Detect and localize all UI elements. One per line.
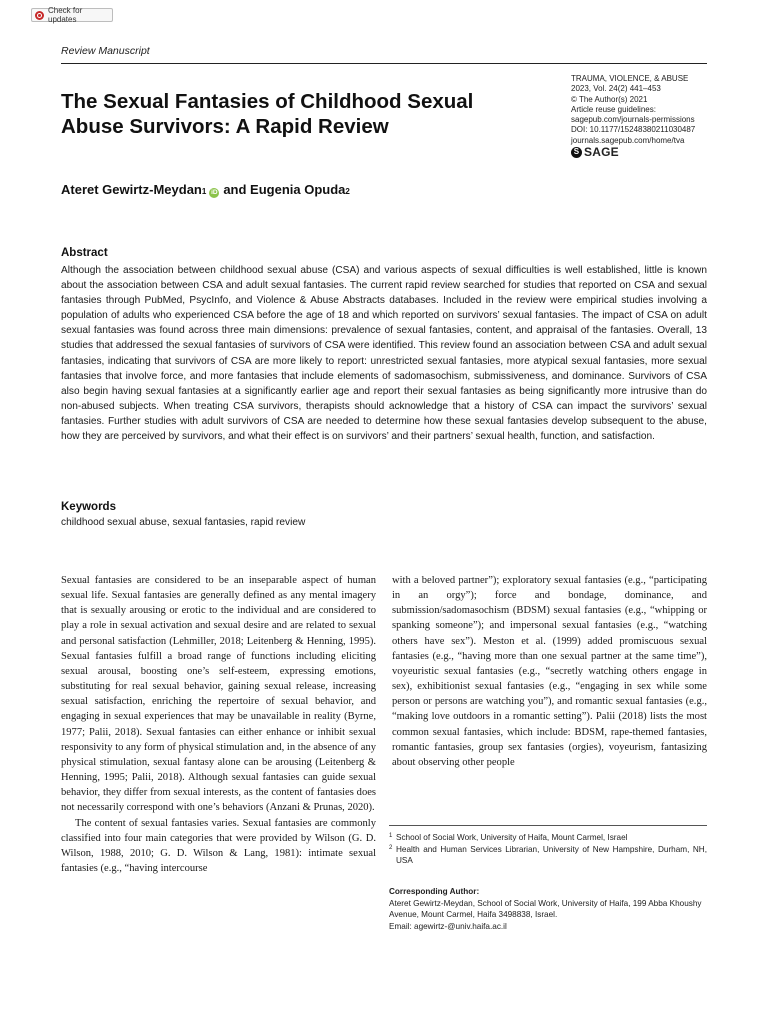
manuscript-type: Review Manuscript	[61, 45, 150, 57]
corresponding-author	[389, 886, 707, 932]
crossmark-icon	[35, 11, 44, 20]
affiliations	[389, 832, 707, 867]
journal-permissions-link[interactable]: sagepub.com/journals-permissions	[571, 115, 695, 125]
journal-copyright: © The Author(s) 2021	[571, 94, 648, 104]
sage-mark-icon: S	[571, 147, 582, 158]
journal-name: TRAUMA, VIOLENCE, & ABUSE	[571, 74, 689, 83]
body-paragraph: The content of sexual fantasies varies. Sexual fantasies are commonly classified into four main categories that were provided by Wilson (G. D. Wilson, 1988, 2010; G. D. Wilson & Lang, 1981): intimate sexual fantasies (e.g., “having intercourse	[61, 817, 376, 874]
journal-reuse-label: Article reuse guidelines:	[571, 104, 656, 114]
body-column-left	[61, 573, 376, 876]
article-title: The Sexual Fantasies of Childhood Sexual Abuse Survivors: A Rapid Review	[61, 90, 474, 138]
check-for-updates-label: Check for updates	[48, 6, 83, 24]
affiliation-text: Health and Human Services Librarian, University of New Hampshire, Durham, NH, USA	[396, 844, 707, 865]
body-paragraph: with a beloved partner”); exploratory sexual fantasies (e.g., “participating in an orgy”); force and bondage, dominance, and submission/sadomasochism (BDSM) sexual fantasies (e.g., “whipping or spanking someone”); and impersonal sexual fantasies (e.g., “watching others have sex”). Meston et al. (1999) added promiscuous sexual fantasies (e.g., “having more than one sexual partner at the same time”), voyeuristic sexual fantasies (e.g., “secretly watching others engage in sex), exhibitionist sexual fantasies (e.g., “engaging in sex while some person or persons are watching you”), and romantic sexual fantasies (e.g., “making love outdoors in a romantic setting”). Palii (2018) lists the most common sexual fantasies, which include: BDSM, rape-themed fantasies, romantic fantasies, group sex fantasies (orgies), voyeurism, fantasizing about observing other people	[392, 575, 707, 768]
affiliation-item	[389, 832, 707, 844]
affiliation-item	[389, 844, 707, 867]
journal-volume: 2023, Vol. 24(2) 441–453	[571, 84, 661, 94]
author-list: Ateret Gewirtz-Meydan 1 iD and Eugenia Opuda 2	[61, 182, 350, 197]
corresponding-heading: Corresponding Author:	[389, 887, 480, 896]
journal-home-link[interactable]: journals.sagepub.com/home/tva	[571, 135, 685, 145]
sage-logo-text: SAGE	[584, 145, 619, 160]
sage-logo	[571, 147, 695, 158]
affiliation-text: School of Social Work, University of Haifa, Mount Carmel, Israel	[396, 833, 628, 842]
check-for-updates-button[interactable]	[31, 8, 113, 22]
author-name: and Eugenia Opuda	[223, 182, 346, 197]
orcid-icon[interactable]: iD	[211, 189, 218, 196]
corresponding-email[interactable]: Email: agewirtz-@univ.haifa.ac.il	[389, 921, 507, 931]
footnote-divider	[389, 825, 707, 826]
journal-info	[571, 74, 695, 158]
author-name: Ateret Gewirtz-Meydan	[61, 182, 202, 197]
corresponding-address: Ateret Gewirtz-Meydan, School of Social Work, University of Haifa, 199 Abba Khoushy Avenue, Mount Carmel, Haifa 3498838, Israel.	[389, 898, 702, 919]
keywords-heading: Keywords	[61, 501, 116, 513]
header-divider	[61, 63, 707, 64]
keywords-text: childhood sexual abuse, sexual fantasies, rapid review	[61, 517, 306, 528]
body-column-right	[392, 573, 707, 770]
journal-doi[interactable]: DOI: 10.1177/15248380211030487	[571, 125, 696, 135]
abstract-text: Although the association between childhood sexual abuse (CSA) and various aspects of sexual difficulties is well established, little is known about the association between CSA and adult sexual fantasies. The current rapid review searched for studies that reported on CSA and sexual fantasies through PubMed, PsycInfo, and Violence & Abuse Abstracts databases. Included in the review were empirical studies involving a population of adults who experienced CSA before the age of 18 and which reported on survivors’ sexual fantasies. The impact of CSA on adult sexual fantasies was found across three main dimensions: prevalence of sexual fantasies, content, and appraisal of the fantasies. Overall, 13 studies that addressed the sexual fantasies of survivors of CSA were identified. This review found an association between CSA and adult sexual fantasies, indicating that survivors of CSA are more likely to report: unrestricted sexual fantasies, more atypical sexual fantasies, more sexual fantasies that involve force, and more fantasies that include elements of sadomasochism, submissiveness, and dominance. Survivors of CSA also begin having sexual fantasies at a significantly earlier age and report their sexual fantasies as being significantly more intrusive than do non-abused subjects. When treating CSA survivors, therapists should acknowledge that a history of CSA can impact the survivors’ sexual fantasies. Further studies with adult survivors of CSA are needed to determine how these sexual fantasies develop subsequent to the abuse, how they are perceived by survivors, and what their effect is on survivors’ and their partners’ sexual health, function, and satisfaction.	[61, 265, 707, 443]
affiliation-number: 1	[389, 833, 393, 839]
abstract-heading: Abstract	[61, 247, 108, 259]
affiliation-number: 2	[389, 844, 393, 851]
body-paragraph: Sexual fantasies are considered to be an inseparable aspect of human sexual life. Sexual fantasies are generally defined as any mental imagery that is sexually arousing or erotic to the individual and are considered to play a role in sexual activation and sexual desire and are related to sexual and personal satisfaction (Lehmiller, 2018; Leitenberg & Henning, 1995). Sexual fantasies fulfill a broad range of functions including eliciting sexual arousal, boosting one’s self-esteem, expressing emotions, substituting for real sexual behavior, gaining sexual release, increasing sexual satisfaction, enriching the repertoire of sexual behavior, and engaging in sexual experiences that may be unavailable in reality (Byrne, 1977; Palii, 2018). Sexual fantasies can either enhance or inhibit sexual responsivity to any form of physical stimulation and, in the absence of any physical stimulation, sexual fantasy alone can be arousing (Leitenberg & Henning, 1995; Palii, 2018). Although sexual fantasies can guide sexual behavior, they differ from sexual interests, as the content of fantasies does not necessarily correspond with one’s behaviors (Anzani & Prunas, 2020).	[61, 575, 376, 814]
